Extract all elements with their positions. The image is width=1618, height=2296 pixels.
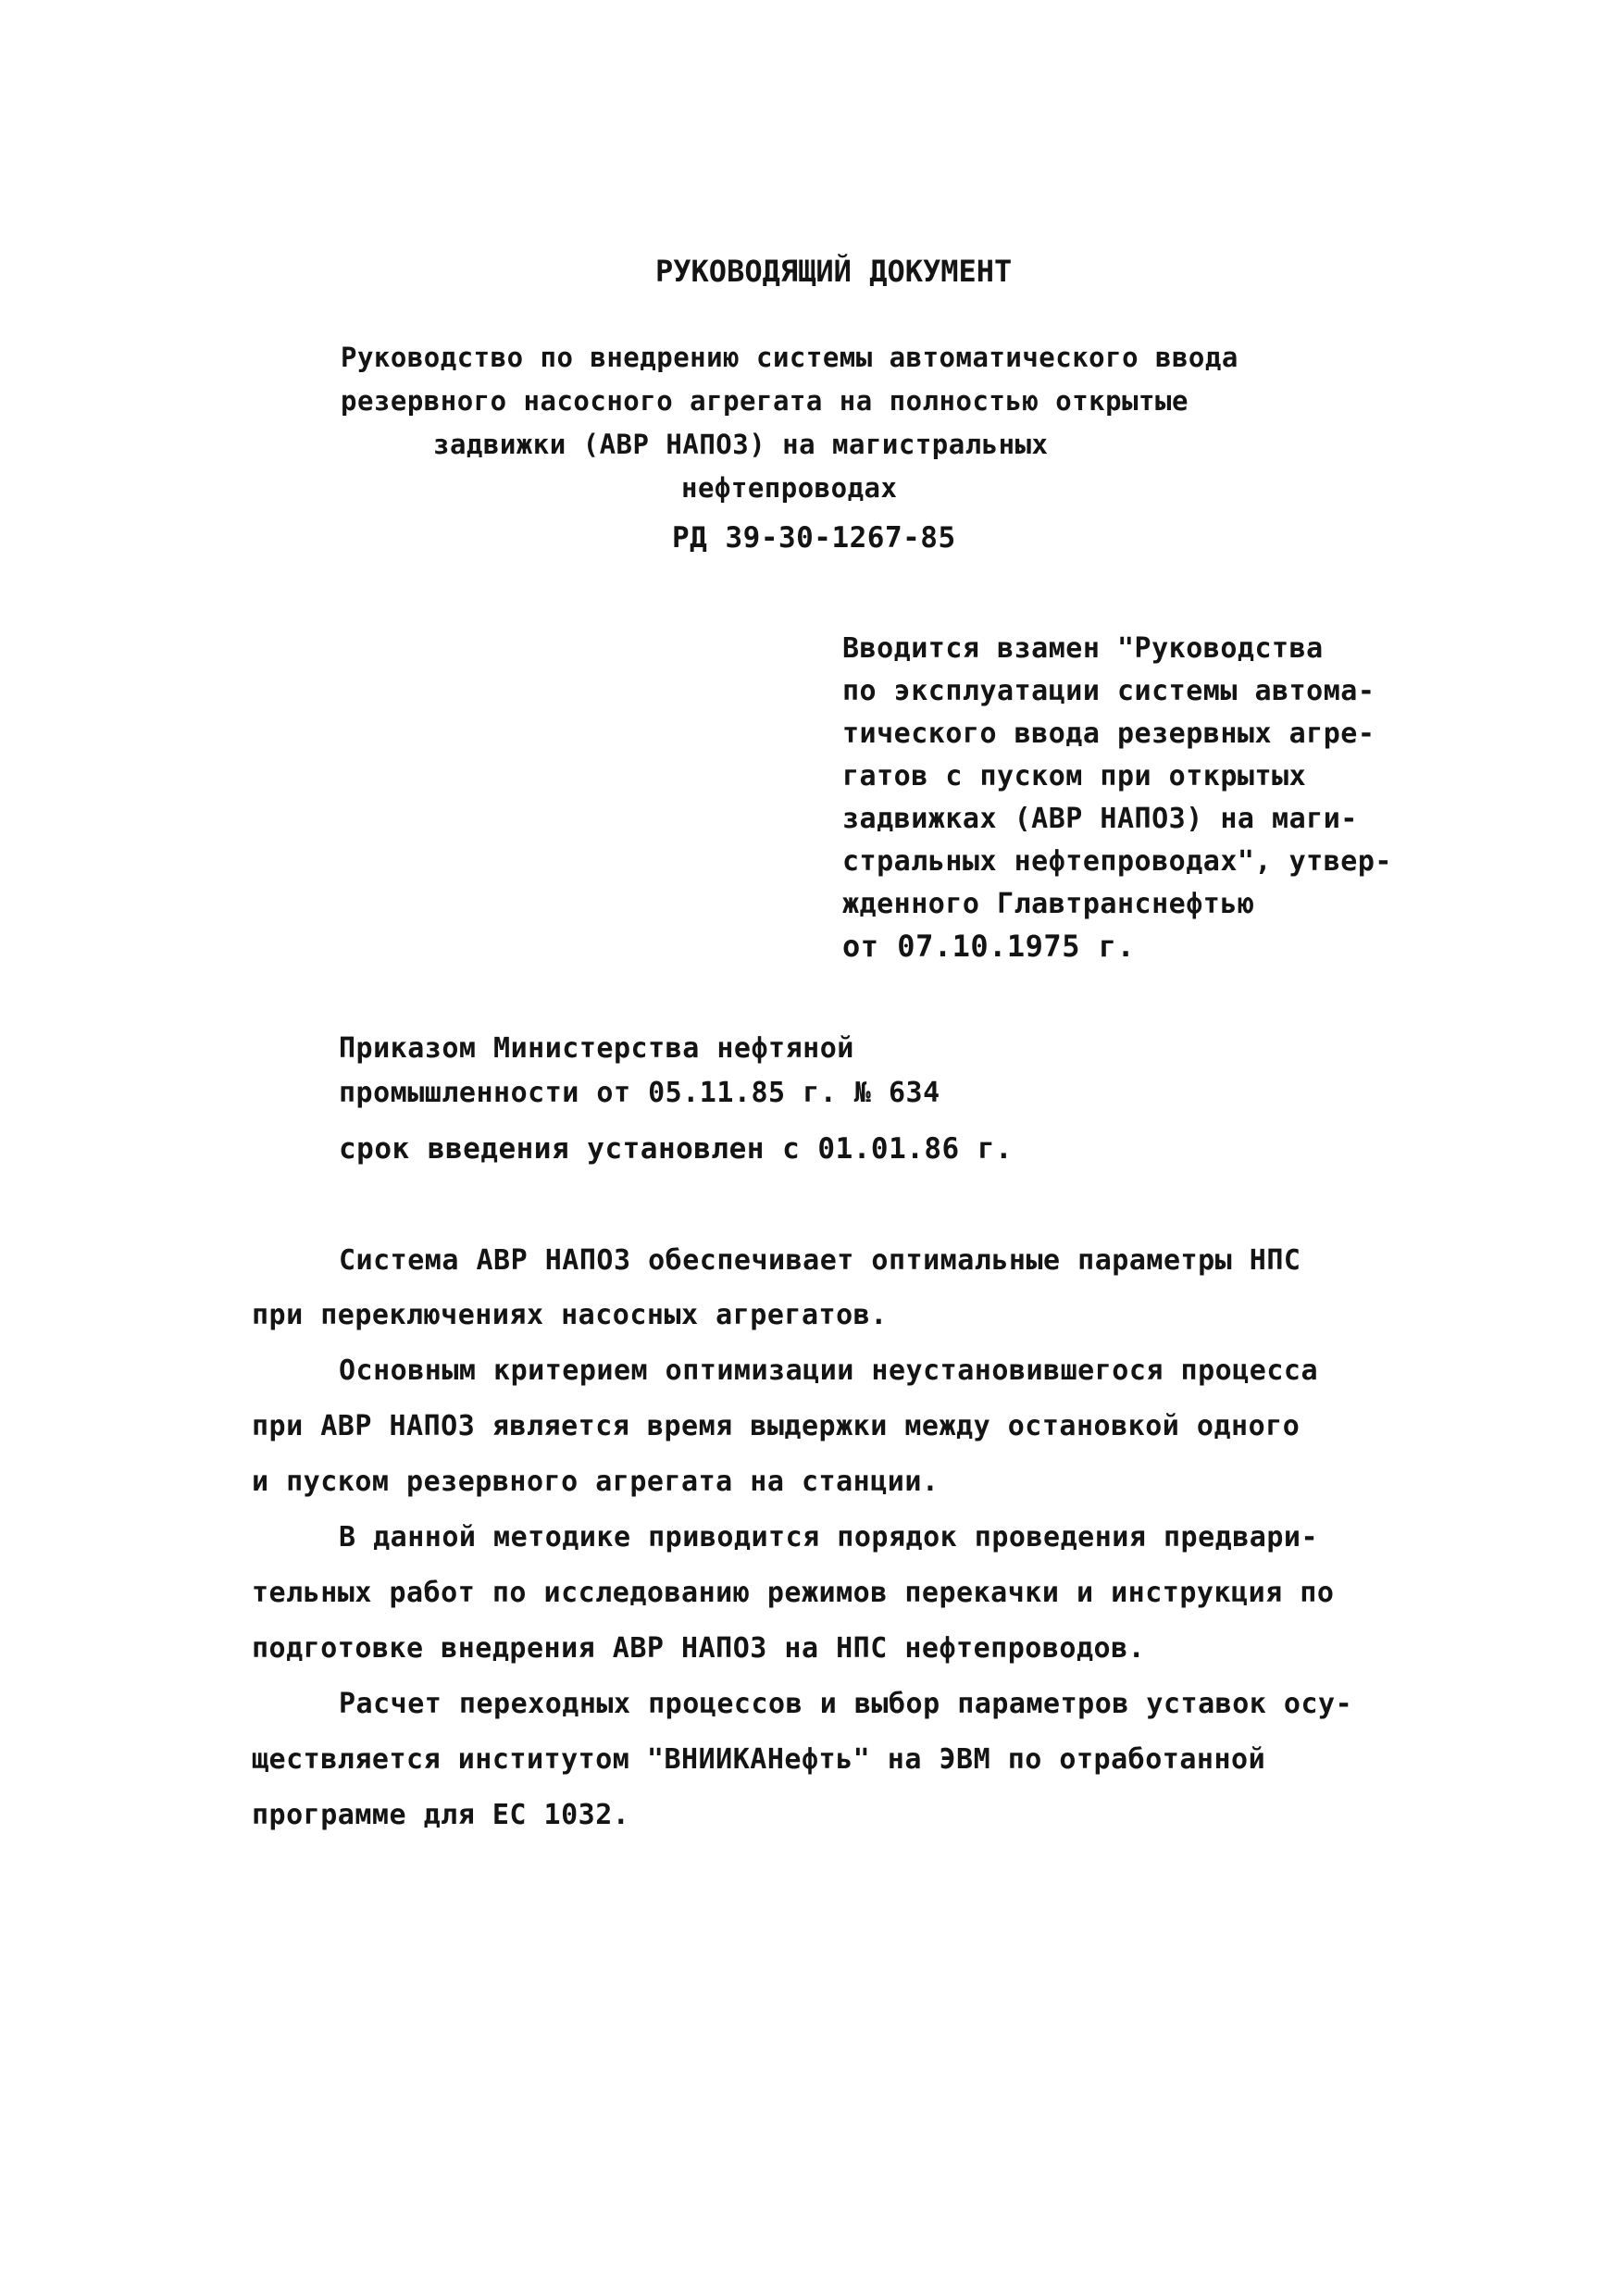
body-line-3: Основным критерием оптимизации неустановившегося процесса [339, 1354, 1319, 1387]
body-line-8: подготовке внедрения АВР НАПОЗ на НПС нефтепроводов. [252, 1632, 1146, 1665]
body-line-2: при переключениях насосных агрегатов. [252, 1299, 888, 1331]
replaces-line-6: стральных нефтепроводах", утвер- [842, 845, 1392, 878]
body-line-10: ществляется институтом "ВНИИКАНефть" на ЭВМ по отработанной [252, 1743, 1266, 1776]
replaces-line-5: задвижках (АВР НАПОЗ) на маги- [842, 803, 1358, 835]
effective-date-line: срок введения установлен с 01.01.86 г. [339, 1132, 1014, 1166]
order-line-2: промышленности от 05.11.85 г. № 634 [339, 1077, 940, 1109]
body-line-6: В данной методике приводится порядок проведения предвари- [339, 1521, 1319, 1554]
title-line-2: резервного насосного агрегата на полностью открытые [341, 385, 1189, 417]
replaces-line-4: гатов с пуском при открытых [842, 760, 1307, 792]
body-line-4: при АВР НАПОЗ является время выдержки между остановкой одного [252, 1410, 1301, 1442]
replaces-line-8: от 07.10.1975 г. [842, 929, 1136, 964]
document-code: РД 39-30-1267-85 [672, 521, 956, 555]
body-line-1: Система АВР НАПОЗ обеспечивает оптимальные параметры НПС [339, 1244, 1301, 1277]
body-line-9: Расчет переходных процессов и выбор параметров уставок осу- [339, 1688, 1353, 1720]
document-heading: РУКОВОДЯЩИЙ ДОКУМЕНТ [655, 254, 1013, 289]
replaces-line-3: тического ввода резервных агре- [842, 718, 1375, 750]
replaces-line-2: по эксплуатации системы автома- [842, 675, 1375, 707]
order-line-1: Приказом Министерства нефтяной [339, 1032, 854, 1065]
title-line-1: Руководство по внедрению системы автоматического ввода [341, 342, 1238, 373]
body-line-7: тельных работ по исследованию режимов перекачки и инструкция по [252, 1577, 1335, 1609]
replaces-line-7: жденного Главтранснефтью [842, 888, 1255, 920]
title-line-4: нефтепроводах [681, 472, 898, 504]
title-line-3: задвижки (АВР НАПОЗ) на магистральных [433, 429, 1049, 460]
body-line-11: программе для ЕС 1032. [252, 1799, 630, 1831]
replaces-line-1: Вводится взамен "Руководства [842, 632, 1324, 665]
body-line-5: и пуском резервного агрегата на станции. [252, 1466, 940, 1498]
